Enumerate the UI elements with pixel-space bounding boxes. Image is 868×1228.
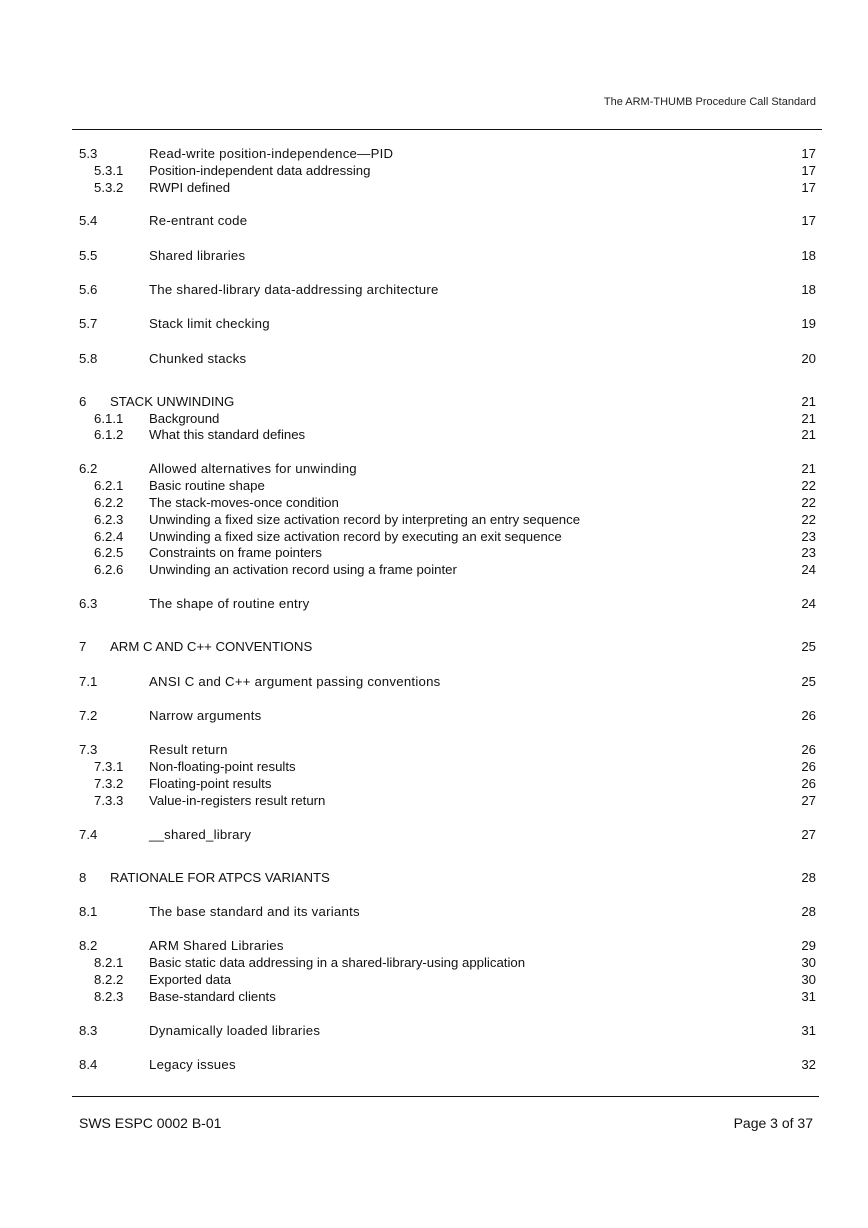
toc-entry-title: Value-in-registers result return bbox=[149, 793, 326, 808]
toc-entry-number: 6.2.3 bbox=[94, 512, 124, 527]
toc-entry-number: 7 bbox=[79, 639, 87, 654]
toc-entry-number: 8.2.2 bbox=[94, 972, 124, 987]
toc-entry-number: 5.3 bbox=[79, 146, 98, 161]
toc-entry-number: 8.4 bbox=[79, 1057, 98, 1072]
toc-entry-number: 7.1 bbox=[79, 674, 98, 689]
toc-entry-number: 6.2.4 bbox=[94, 529, 124, 544]
toc-entry-number: 7.3.2 bbox=[94, 776, 124, 791]
toc-entry-title: Base-standard clients bbox=[149, 989, 276, 1004]
toc-entry-title: Basic static data addressing in a shared-library-using application bbox=[149, 955, 526, 970]
toc-entry-number: 7.3.3 bbox=[94, 793, 124, 808]
toc-entry-number: 5.3.1 bbox=[94, 163, 124, 178]
toc-entry-number: 7.4 bbox=[79, 827, 98, 842]
toc-entry-title: Non-floating-point results bbox=[149, 759, 296, 774]
toc-entry-page: 26 bbox=[801, 759, 816, 774]
toc-entry-number: 6.1.1 bbox=[94, 411, 124, 426]
toc-entry[interactable] bbox=[0, 827, 868, 843]
toc-entry-title: Position-independent data addressing bbox=[149, 163, 371, 178]
toc-entry[interactable] bbox=[0, 1023, 868, 1039]
toc-entry[interactable] bbox=[0, 427, 868, 443]
toc-entry-page: 28 bbox=[801, 904, 816, 919]
toc-entry-title: Read-write position-independence—PID bbox=[149, 146, 394, 161]
toc-entry-page: 28 bbox=[801, 870, 816, 885]
toc-entry[interactable] bbox=[0, 742, 868, 758]
toc-entry-page: 27 bbox=[801, 793, 816, 808]
toc-entry-number: 5.4 bbox=[79, 213, 98, 228]
toc-entry[interactable] bbox=[0, 394, 868, 410]
toc-entry-page: 31 bbox=[801, 989, 816, 1004]
toc-entry-page: 27 bbox=[801, 827, 816, 842]
toc-entry-page: 26 bbox=[801, 776, 816, 791]
toc-entry-title: Stack limit checking bbox=[149, 316, 270, 331]
toc-entry[interactable] bbox=[0, 870, 868, 886]
toc-entry[interactable] bbox=[0, 674, 868, 690]
toc-entry[interactable] bbox=[0, 248, 868, 264]
toc-entry-page: 18 bbox=[801, 282, 816, 297]
toc-entry[interactable] bbox=[0, 411, 868, 427]
toc-entry-number: 8.1 bbox=[79, 904, 98, 919]
toc-entry-page: 20 bbox=[801, 351, 816, 366]
toc-entry[interactable] bbox=[0, 351, 868, 367]
toc-entry-page: 30 bbox=[801, 955, 816, 970]
toc-entry-title: Floating-point results bbox=[149, 776, 272, 791]
toc-entry[interactable] bbox=[0, 495, 868, 511]
toc-entry-title: Chunked stacks bbox=[149, 351, 247, 366]
toc-entry[interactable] bbox=[0, 562, 868, 578]
toc-entry[interactable] bbox=[0, 213, 868, 229]
toc-entry-title: __shared_library bbox=[149, 827, 252, 842]
toc-entry-number: 8.3 bbox=[79, 1023, 98, 1038]
toc-entry-number: 5.7 bbox=[79, 316, 98, 331]
toc-entry-number: 6.2.5 bbox=[94, 545, 124, 560]
toc-entry-title: Dynamically loaded libraries bbox=[149, 1023, 321, 1038]
toc-entry[interactable] bbox=[0, 776, 868, 792]
toc-entry[interactable] bbox=[0, 180, 868, 196]
document-id: SWS ESPC 0002 B-01 bbox=[79, 1115, 222, 1131]
toc-entry[interactable] bbox=[0, 596, 868, 612]
toc-entry-page: 23 bbox=[801, 545, 816, 560]
toc-entry-page: 23 bbox=[801, 529, 816, 544]
toc-entry[interactable] bbox=[0, 529, 868, 545]
toc-entry-page: 22 bbox=[801, 478, 816, 493]
toc-entry-number: 6.2.6 bbox=[94, 562, 124, 577]
toc-entry[interactable] bbox=[0, 461, 868, 477]
toc-entry[interactable] bbox=[0, 708, 868, 724]
toc-entry-title: ARM Shared Libraries bbox=[149, 938, 284, 953]
toc-entry[interactable] bbox=[0, 478, 868, 494]
toc-entry-number: 8 bbox=[79, 870, 87, 885]
toc-entry[interactable] bbox=[0, 316, 868, 332]
toc-entry-title: Unwinding a fixed size activation record by executing an exit sequence bbox=[149, 529, 562, 544]
toc-entry[interactable] bbox=[0, 938, 868, 954]
toc-entry-number: 6.2.1 bbox=[94, 478, 124, 493]
toc-entry-page: 17 bbox=[801, 163, 816, 178]
toc-entry-page: 22 bbox=[801, 512, 816, 527]
toc-entry-title: Basic routine shape bbox=[149, 478, 265, 493]
toc-entry-number: 8.2 bbox=[79, 938, 98, 953]
toc-entry-page: 17 bbox=[801, 146, 816, 161]
toc-entry[interactable] bbox=[0, 545, 868, 561]
toc-entry-number: 6 bbox=[79, 394, 87, 409]
toc-entry[interactable] bbox=[0, 793, 868, 809]
toc-entry-title: ARM C AND C++ CONVENTIONS bbox=[110, 639, 313, 654]
toc-entry-title: Constraints on frame pointers bbox=[149, 545, 322, 560]
toc-entry[interactable] bbox=[0, 904, 868, 920]
toc-entry-title: The shape of routine entry bbox=[149, 596, 310, 611]
toc-entry-title: Allowed alternatives for unwinding bbox=[149, 461, 357, 476]
toc-entry-page: 17 bbox=[801, 213, 816, 228]
toc-entry[interactable] bbox=[0, 989, 868, 1005]
running-header-title: The ARM-THUMB Procedure Call Standard bbox=[603, 96, 816, 108]
toc-entry-page: 26 bbox=[801, 708, 816, 723]
toc-entry-page: 25 bbox=[801, 639, 816, 654]
toc-entry-title: Re-entrant code bbox=[149, 213, 248, 228]
toc-entry-title: STACK UNWINDING bbox=[110, 394, 235, 409]
toc-entry-page: 17 bbox=[801, 180, 816, 195]
toc-entry-page: 31 bbox=[801, 1023, 816, 1038]
toc-entry[interactable] bbox=[0, 146, 868, 162]
toc-entry-page: 18 bbox=[801, 248, 816, 263]
toc-entry-title: RATIONALE FOR ATPCS VARIANTS bbox=[110, 870, 330, 885]
toc-entry-title: RWPI defined bbox=[149, 180, 231, 195]
toc-entry-page: 21 bbox=[801, 461, 816, 476]
toc-entry-title: The base standard and its variants bbox=[149, 904, 360, 919]
toc-entry-title: Shared libraries bbox=[149, 248, 246, 263]
toc-entry-title: Narrow arguments bbox=[149, 708, 262, 723]
toc-entry[interactable] bbox=[0, 282, 868, 298]
toc-entry-number: 6.2.2 bbox=[94, 495, 124, 510]
toc-entry-page: 21 bbox=[801, 411, 816, 426]
toc-entry[interactable] bbox=[0, 512, 868, 528]
toc-entry-title: Exported data bbox=[149, 972, 232, 987]
toc-entry-number: 7.2 bbox=[79, 708, 98, 723]
toc-entry-page: 21 bbox=[801, 394, 816, 409]
toc-entry-page: 24 bbox=[801, 562, 816, 577]
toc-entry-page: 21 bbox=[801, 427, 816, 442]
toc-entry-number: 8.2.1 bbox=[94, 955, 124, 970]
toc-entry-number: 5.8 bbox=[79, 351, 98, 366]
toc-entry-title: Background bbox=[149, 411, 220, 426]
toc-entry-title: The shared-library data-addressing architecture bbox=[149, 282, 439, 297]
toc-entry-page: 25 bbox=[801, 674, 816, 689]
toc-entry-title: Legacy issues bbox=[149, 1057, 236, 1072]
toc-entry-number: 5.6 bbox=[79, 282, 98, 297]
toc-entry-number: 8.2.3 bbox=[94, 989, 124, 1004]
toc-entry-title: What this standard defines bbox=[149, 427, 306, 442]
toc-entry-page: 26 bbox=[801, 742, 816, 757]
toc-entry-title: Unwinding an activation record using a frame pointer bbox=[149, 562, 457, 577]
toc-entry-number: 6.3 bbox=[79, 596, 98, 611]
toc-entry[interactable] bbox=[0, 972, 868, 988]
toc-entry-title: ANSI C and C++ argument passing conventions bbox=[149, 674, 441, 689]
toc-entry-title: Result return bbox=[149, 742, 228, 757]
toc-entry[interactable] bbox=[0, 759, 868, 775]
page-number: Page 3 of 37 bbox=[733, 1115, 813, 1131]
toc-entry[interactable] bbox=[0, 955, 868, 971]
toc-entry-page: 32 bbox=[801, 1057, 816, 1072]
toc-entry[interactable] bbox=[0, 163, 868, 179]
toc-entry-title: Unwinding a fixed size activation record by interpreting an entry sequence bbox=[149, 512, 581, 527]
toc-entry-page: 22 bbox=[801, 495, 816, 510]
toc-entry-number: 6.1.2 bbox=[94, 427, 124, 442]
toc-entry-number: 6.2 bbox=[79, 461, 98, 476]
toc-entry-number: 7.3 bbox=[79, 742, 98, 757]
toc-entry-page: 24 bbox=[801, 596, 816, 611]
toc-entry[interactable] bbox=[0, 1057, 868, 1073]
toc-entry-number: 7.3.1 bbox=[94, 759, 124, 774]
toc-entry-page: 29 bbox=[801, 938, 816, 953]
toc-entry-number: 5.5 bbox=[79, 248, 98, 263]
toc-entry-page: 19 bbox=[801, 316, 816, 331]
toc-entry[interactable] bbox=[0, 639, 868, 655]
toc-entry-page: 30 bbox=[801, 972, 816, 987]
toc-entry-title: The stack-moves-once condition bbox=[149, 495, 339, 510]
toc-entry-number: 5.3.2 bbox=[94, 180, 124, 195]
footer-rule bbox=[72, 1096, 819, 1097]
